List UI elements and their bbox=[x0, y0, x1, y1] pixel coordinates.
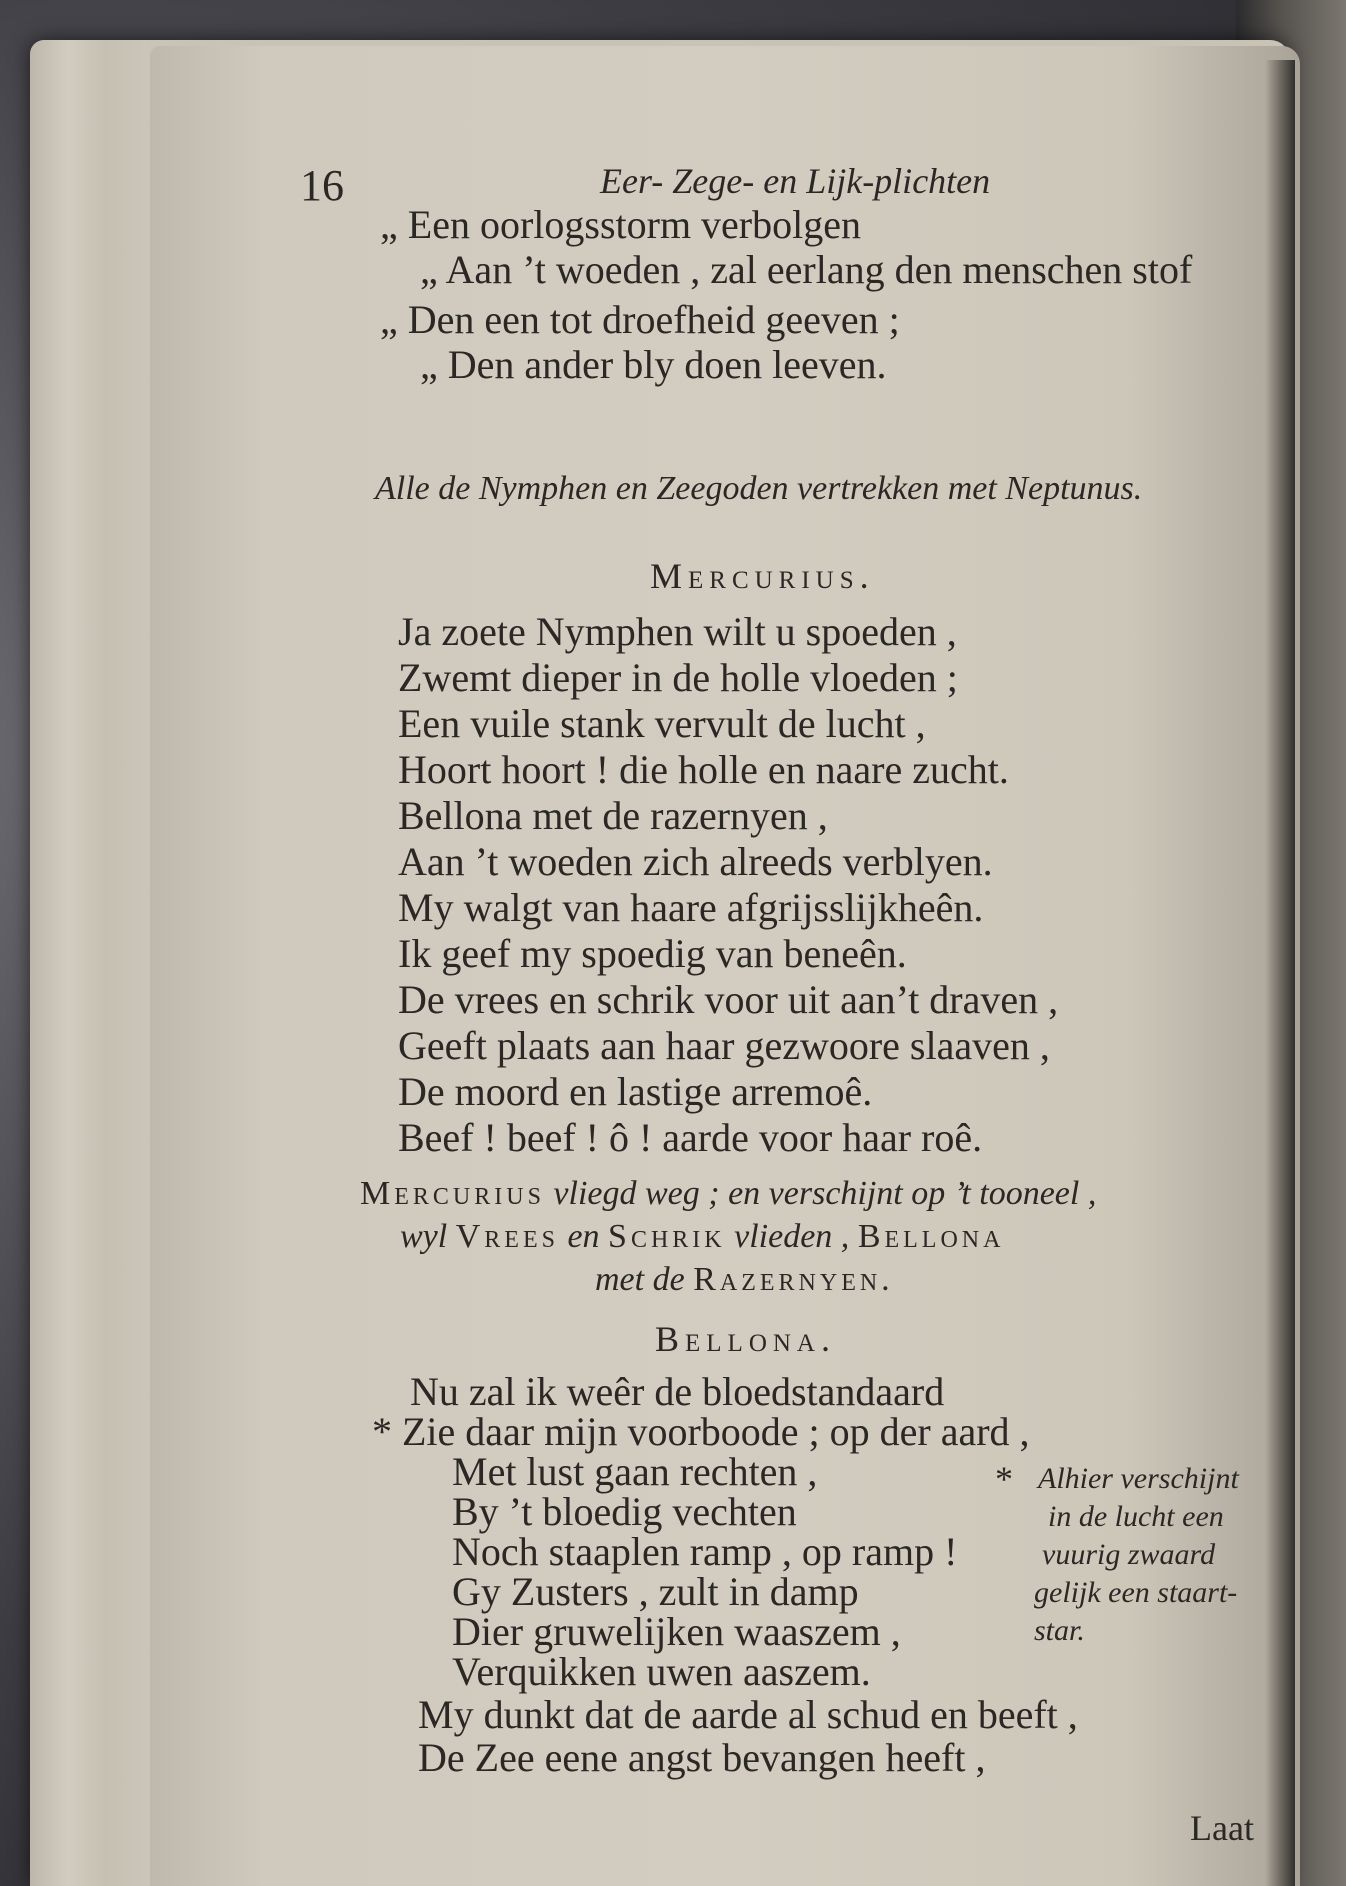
speaker-name: Mercurius. bbox=[650, 556, 875, 596]
margin-note-line: star. bbox=[1034, 1614, 1085, 1647]
stage-direction-text: wyl bbox=[400, 1218, 448, 1255]
verse-line: Ik geef my spoedig van beneên. bbox=[398, 931, 907, 976]
verse-line: Gy Zusters , zult in damp bbox=[452, 1569, 859, 1614]
margin-note-line: in de lucht een bbox=[1048, 1500, 1224, 1533]
verse-line: Noch staaplen ramp , op ramp ! bbox=[452, 1529, 958, 1574]
margin-note-line: vuurig zwaard bbox=[1042, 1538, 1216, 1571]
verse-line: * Zie daar mijn voorboode ; op der aard , bbox=[372, 1409, 1030, 1454]
stage-direction: Alle de Nymphen en Zeegoden vertrekken met Neptunus. bbox=[375, 470, 1143, 507]
verse-line: Zwemt dieper in de holle vloeden ; bbox=[398, 655, 958, 700]
verse-line: My dunkt dat de aarde al schud en beeft , bbox=[418, 1692, 1078, 1737]
verse-line: By ’t bloedig vechten bbox=[452, 1489, 797, 1534]
chorus-line: „ Een oorlogsstorm verbolgen bbox=[380, 202, 861, 247]
verse-line: Bellona met de razernyen , bbox=[398, 793, 828, 838]
stage-direction-text: en bbox=[567, 1218, 600, 1255]
verse-line: Nu zal ik weêr de bloedstandaard bbox=[410, 1369, 945, 1414]
gutter-shadow bbox=[1265, 60, 1295, 1886]
verse-line: Met lust gaan rechten , bbox=[452, 1449, 818, 1494]
character-name: Bellona bbox=[857, 1218, 1005, 1255]
catchword: Laat bbox=[1190, 1808, 1254, 1848]
speaker-name: Bellona. bbox=[655, 1319, 836, 1359]
chorus-line: „ Aan ’t woeden , zal eerlang den menschen stof bbox=[420, 247, 1193, 292]
verse-line: Ja zoete Nymphen wilt u spoeden , bbox=[398, 609, 957, 654]
verse-line: Aan ’t woeden zich alreeds verblyen. bbox=[398, 839, 993, 884]
stage-direction-text: met de bbox=[595, 1261, 685, 1298]
stage-direction-line bbox=[400, 1218, 1004, 1256]
character-name: Razernyen. bbox=[693, 1261, 894, 1298]
chorus-line: „ Den een tot droefheid geeven ; bbox=[380, 297, 900, 342]
verse-line: Dier gruwelijken waaszem , bbox=[452, 1609, 901, 1654]
verse-line: Geeft plaats aan haar gezwoore slaaven , bbox=[398, 1023, 1050, 1068]
verse-line: De moord en lastige arremoê. bbox=[398, 1069, 873, 1114]
verse-line: Een vuile stank vervult de lucht , bbox=[398, 701, 926, 746]
note-marker: * bbox=[995, 1459, 1013, 1499]
stage-direction-text: vlieden , bbox=[734, 1218, 850, 1255]
running-head: Eer- Zege- en Lijk-plichten bbox=[600, 161, 991, 201]
margin-note-line: Alhier verschijnt bbox=[1038, 1462, 1239, 1495]
chorus-line: „ Den ander bly doen leeven. bbox=[420, 342, 887, 387]
page-number: 16 bbox=[300, 161, 344, 210]
verse-line: My walgt van haare afgrijsslijkheên. bbox=[398, 885, 984, 930]
character-name: Vrees bbox=[455, 1218, 559, 1255]
verse-line: Verquikken uwen aaszem. bbox=[452, 1649, 871, 1694]
stage-direction-line bbox=[360, 1175, 1096, 1213]
stage-direction-text: vliegd weg ; en verschijnt op ’t tooneel , bbox=[553, 1175, 1097, 1212]
verse-line: De Zee eene angst bevangen heeft , bbox=[418, 1735, 986, 1780]
verse-line: De vrees en schrik voor uit aan’t draven , bbox=[398, 977, 1059, 1022]
character-name: Schrik bbox=[608, 1218, 726, 1255]
character-name: Mercurius bbox=[360, 1175, 545, 1212]
verse-line: Hoort hoort ! die holle en naare zucht. bbox=[398, 747, 1009, 792]
margin-note-line: gelijk een staart- bbox=[1034, 1576, 1238, 1609]
stage-direction-line bbox=[595, 1261, 894, 1299]
verse-line: Beef ! beef ! ô ! aarde voor haar roê. bbox=[398, 1115, 983, 1160]
